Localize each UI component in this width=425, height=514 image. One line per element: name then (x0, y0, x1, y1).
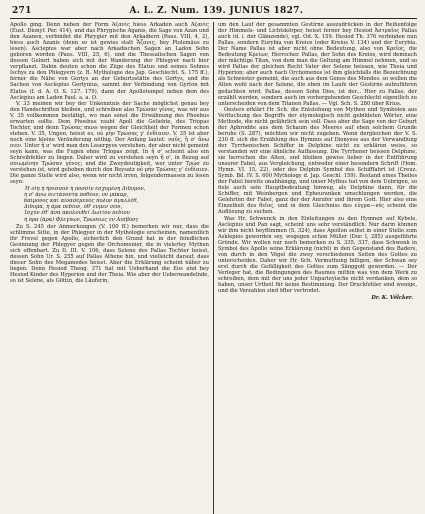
verse-line: Δίδυμα, ἢ ἄρα πεδίον, ὅθ' ἐνμεν νέοι, (24, 204, 123, 211)
right-column (218, 22, 417, 514)
two-column-body (10, 22, 417, 514)
right-paragraph-3: Was Hr. Schwenck in den Einleitungen zu den Hymnen auf Kybele, Asclepius und Pan sagt, scheint uns sehr verständlich. Nur darin können wir ihm nicht beyftimmen (S. 324), dass Apollon selbst in einer Stelle zum Asklepios geworden sey, wogegen schon Müller (Dor. I, 285) ausgeführte Gründe. Wir wollen nur noch bemerken zu S. 335, 337, dass Schwenk in Symbol des Apollo seine Erklärung (nicht) in den Gegenstand des Baders, von durch in den Vögel die zwey verschiedenen Seiten des Gottes zu unterscheiden. Daher wir Hr. Sch. Vermuthung billigen, der Schwan sey erst durch die Gefälligkeit des Gottes zum Sänggott geworden. — Der Verleger hat, die Bedingungen des Raumes mithin was von dem Werk zu schreiben, dem mit der uns jeder Unparteyische nicht verdanken, dem so haben, unser Urtheil für keine Bestimmung. Der Druckfehler sind wenige, und die Verzahlen sind öfter vertrodet. (217, 215, 417, 295)
left-paragraph-3: Zu S. 245 der Anmerkungen (V. 100 ff.) bemerken wir nur, dass die schlimme Sitte, in der Phlegyer in der Mythologie erscheinen, namentlich ihr Frevel gegen Apollo, sicherlich den Grund hat in der feindlichen Gesinnung der Phlegyer gegen die Orchomenier, die in vielerley Mythen sich offenbart. Zu Il. III. V. 106, dass Selene des Pallas Tochter heisst, dessen Sohn Ur. S. 255 auf Pallas Athene hin, und vielleicht darauf, dass dieser Sohn des Megamedes heisst. Aber die Erklärung scheint näher zu liegen. Denn Hesiod Theog. 371 hat mit Ueberhand die Eos und bey Hesiod Kinder des Hyperion und der Theia. Wie aber der Ueberwandelnde, so ist Selene, als Göttin, die Läuferin, (10, 223, 209, 284)
verse-line: δαίμονος καὶ αἰνασέμενος πολυν ἀγαλλέθ, (24, 198, 139, 205)
column-divider (213, 22, 214, 514)
author-signature: Dr. K. Völcker. (371, 295, 413, 302)
verse-line: Ἦ οἵη ἢ ἤνεσσον ἡ ποσσὶν ἐσχομένη Δίδυμον, (24, 186, 146, 193)
greek-verse-quote (24, 186, 209, 222)
verse-line: ἢ ὅρα (ἄρα) Φλεγύων, Τρώσεως ἐν Αἰσβύσς (24, 216, 139, 223)
verse-line: Ἰσχὺν ἔθ' ἄνα ἀκολουθεῖ Δωτίου πεδίου (24, 210, 130, 217)
page-number: 271 (12, 6, 32, 16)
left-paragraph-1: Apollo ging. Denn neben der Form Ἀζανίς hiess Arkaden auch Ἀζανις (Eust. Dionyf. Per. 414), und das Phrygische Aganis, die Sage von Azan und den Azanen, verbindet die Phrygier mit den Arkadiern (Paus. VIII, 4, 2), hiess auch Azanis (denn so ist gewiss statt Ἄζανις, bey Ptolemäus zu lesen). Asclepius war aber nach Arkadischen Sagen an Ladon Sohn geboren worden (Paus. VIII, 25, 6), und die Thessalischen Sagen von dessen Geburt haben sich mit der Wanderung der Phlegyer nach hier verpflanzt. Dahin deuten schon die Züge des Elatus und seines Sohnes Ischys zu den Phlegyern (z. B. Mythologie des Jap. Geschlecht. S. 175 ff.), ferner die Nähe von Gortys an der Geburtsstätte des Gortys, und die Sachen von Asclepius Gortynius, sammt der Verbindung von Gyrton mit Elatus (f. d. A. O. S. 127. 179), dann der Apollotempel neben dem des Asclepius am Ladon Paul. a. a. O. (10, 22, 209, 101)
verse-line: ἢ σ' ἄνω ὀιετάνοντα ποθέον, οὐ μάκαρ, (24, 192, 129, 199)
left-column (10, 22, 209, 514)
page-header (10, 6, 417, 19)
left-paragraph-2: V. 33 meinen wir bey der Unkenntnis der Sache möglichst genau bey den Handschriften bleiben, und schreiben also Τρώσαν γένος, was wir aus V. 35 vollkommen bestätigt, wo man sonst die Erwähnung des Phoebus erwarten sollte. Dem Phoebus raubt Apoll die Geliebte, des Triopas Tochter, und denn Τρώσας muss wegen der Gleichheit der Formen schon stehen. V. 35, Ungen, heisst es, οὐ μὴν Τρώσας γ' ἐνδίαιεν. V. 35 ist aber noch eine kleine Veränderung nöthig. Der Anfang lautet: ναῦς, ἢ σ' ἄνω οιεν. Unter ἢ σ' wird man den Leserpyos verstehen, der aber nicht gemeint seyn kann, was die Fugen ohne Triopas zeigt. In ἢ σ' scheint also ein Schreibfehler zu liegen. Daher wird zu verstehen seyn ἢ σ', in Bezug auf σοιωμένην Τρώσαν γένος; und die Zweydeutigkeit, wer unter Τρώσ zu verstehen ist, wird gehoben durch den Beysatz οὐ μὴν Τρώσας γ' ἐνδίαιεν. Die ganze Stelle wird also, wenn wir nicht irren, folgendermassen zu lesen seyn: (10, 100, 209, 186)
journal-running-title: A. L. Z. Num. 139. JUNIUS 1827. (129, 6, 304, 16)
right-paragraph-2: Oesters erklärt Hr. Sch. die Entstehung von Mythen und Symbolen aus Verfluchung des Begriffs der etymologisch nicht gebildeten Wörter, eine Methode, die nicht gefährlich sein soll. Dass aber die Sage von der Geburt der Aphrodite aus dem Schaum des Meeres auf eben solchem Grunde beruhe (S. 287), möchten wir nicht zugeben. Wenn dergleichen der V. S. 230 ff. sich die Erzählung des Hymnus auf Dionysos aus der Verwandlung der Tyrrhenischen Schiffer in Delphine nicht zu erklären weiss, so verstanden wir eine ähnliche Auffassung. Die Tyrrhener heissen Delphine, sie herrschen die Alten, und bleiben gewiss lieber in der Entführung unserer Fabel, aus Vergleichung, entweder einer besondern Schrift (Hom. Hymn. VI. 15, 22), oder des Delphin Symbol des Schifffahrt ist (Creuz. Symb. Bd. IV. S. 600 Mythology d. Jap. Geschl. 159). Bestand eines Theiles der Fabel bereits unabhängig, und unser Mythus hat von dem Uebrigen, so fiele auch sein Hauptbedeutung hinweg, als Delphine dann, für die Schiffer, mit Weinbergen und Epheuranken umschlungen werden, die Gelehrten der Fabel, ganz der der Anrufer und ihrem Gott. Hier also eine Einzelheit des θεῖος, und in dem Gleichniss des εὐγρα—νές scheint die Auflösung zu suchen. (217, 106, 417, 216)
right-paragraph-1: um den Lauf der gesammten Gestirne auszudrücken in der Reihenfolge der Himmels- und Lichtskörper, heisst ferner bey Hesiod Ἀστραῖος Pallas auch (d. i. der Glänzende), vgl. Od. X. 159. Hesiod Th. 376 verbinden nun Pallas, sondern Eurybia von Kreios (oder Kreius V. 134) und der Eurybia. Der Name Pallas ist aber nicht ohne Bedeutung, also von Κρεῖος, die Bedeutung Κρείων, Herrscher. Pallas, der Sohn des Kreios, wird demnach der mächtige Titan, von dem man die Geltung am Himmel nehmen, und so wird Pallas der gleichen Recht Vater der Selene heissen, wie Theia und Hyperion; aber auch nach Orchomenos ist ihm gleichfalls die Bezeichnung als Schwester gemeint, die auch aus dem Genos des Mondes. so wollen die Alten wohl nach der Selene, die eben im Laufe der Gestirne aufzuführen gedachten wird. Pallas, dessen Sohn Dios, ist der... Hier zu Pallas, der erzählt werden, sondern auch im vorhergehenden Geschlecht eigentlich zu unterscheiden von dem Titanen Pallas. — Vgl. Sch. S. 280 über Krius. (217, 22, 417, 107)
